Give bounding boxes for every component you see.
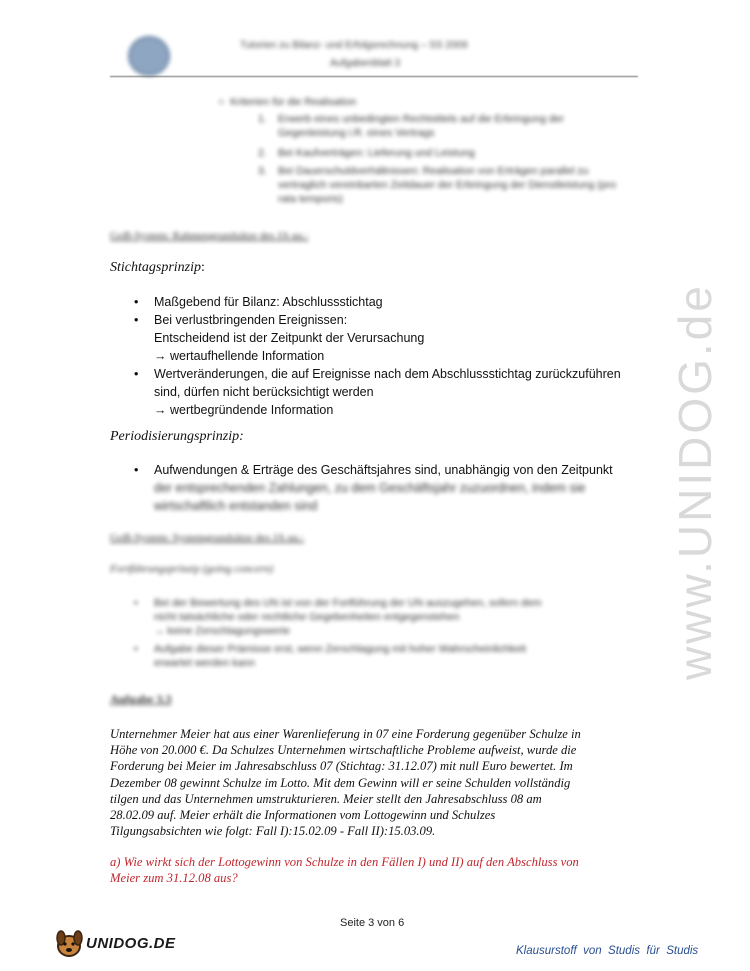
stichtag-bullet-2: • Bei verlustbringenden Ereignissen: Entscheidend ist der Zeitpunkt der Verursachung → wertaufhellende Information [134, 313, 425, 363]
gob-rahmen-heading: GoB-System: Rahmengrundsätze des JA uu.: [110, 230, 309, 242]
aufgabe-heading: Aufgabe 3.3 [110, 692, 172, 706]
bullet-icon: • [134, 643, 138, 655]
fortfuehrung-title: Fortführungsprinzip (going concern) [110, 563, 274, 575]
logo-wordmark: UNIDOG.DE [86, 935, 176, 952]
page-number: Seite 3 von 6 [340, 917, 405, 929]
footer-tagline: Klausurstoff von Studis für Studis [516, 945, 699, 957]
dog-icon [52, 926, 86, 960]
header-subtitle: Aufgabenblatt 3 [330, 58, 401, 69]
realisation-item-3: 3. Bei Dauerschuldverhältnissen: Realisation von Erträgen parallel zu vertraglich vereinbarten Zeitdauer der Erbringung der Dienstleistung (pro rata temporis) [258, 165, 616, 205]
aufgabe-question: a) Wie wirkt sich der Lottogewinn von Schulze in den Fällen I) und II) auf den Abschluss von Meier zum 31.12.08 aus? [110, 855, 579, 886]
header-title: Tutorien zu Bilanz- und Erfolgsrechnung – SS 2009 [240, 40, 468, 51]
bullet-icon: • [134, 295, 139, 309]
stichtag-bullet-3: • Wertveränderungen, die auf Ereignisse nach dem Abschlussstichtag zurückzuführen sind, dürfen nicht berücksichtigt werden → wertbegründende Information [134, 367, 621, 417]
realisation-title-row [218, 96, 356, 108]
watermark: www.UNIDOG.de [669, 283, 721, 680]
unidog-logo [52, 926, 176, 960]
bullet-icon: • [134, 313, 139, 327]
bullet-icon: • [134, 597, 138, 609]
realisation-item-1: 1. Erwerb eines unbedingten Rechtstitels auf die Erbringung der Gegenleistung i.R. eines Vertrags [258, 113, 565, 139]
header-logo [128, 36, 170, 76]
stichtag-title: Stichtagsprinzip: [110, 260, 205, 275]
circle-bullet-icon: ○ [218, 96, 231, 108]
header-rule [110, 76, 638, 77]
realisation-title: Kriterien für die Realisation [230, 96, 357, 108]
periodisierung-title: Periodisierungsprinzip: [110, 429, 244, 444]
bullet-icon: • [134, 463, 139, 477]
aufgabe-paragraph: Unternehmer Meier hat aus einer Warenlieferung in 07 eine Forderung gegenüber Schulze in Höhe von 20.000 €. Da Schulzes Unternehmen wirtschaftliche Probleme aufweist, wurde die Forderung bei Meier im Jahresabschluss 07 (Stichtag: 31.12.07) mit null Euro bewertet. Im Dezember 08 gewinnt Schulze im Lotto. Mit dem Gewinn will er seine Schulden vollständig tilgen und das Unternehmen umstrukturieren. Meier stellt den Jahresabschluss 08 am 28.02.09 auf. Meier erhält die Informationen vom Lottogewinn und Schulzes Tilgungsabsichten wie folgt: Fall I):15.02.09 - Fall II):15.03.09. [110, 727, 581, 839]
gob-system-heading: GoB-System: Systemgrundsätze des JA uu.: [110, 532, 305, 544]
bullet-icon: • [134, 367, 139, 381]
stichtag-bullet-1: • Maßgebend für Bilanz: Abschlussstichtag [134, 295, 383, 309]
stichtag-bullets [134, 293, 621, 419]
periodisierung-bullet: • Aufwendungen & Erträge des Geschäftsjahres sind, unabhängig von den Zeitpunkt der entsprechenden Zahlungen, zu dem Geschäftsjahr zuzuordnen, indem sie wirtschaftlich entstanden sind [134, 463, 613, 513]
realisation-item-2: 2. Bei Kaufverträgen: Lieferung und Leistung [258, 147, 475, 159]
fortfuehrung-bullets: • Bei der Bewertung des UN ist von der Fortführung der UN auszugehen, sofern dem nicht tatsächliche oder rechtliche Gegebenheiten entgegenstehen → keine Zerschlagungswerte • Aufgabe dieser Prämisse erst, wenn Zerschlagung mit hoher Wahrscheinlichkeit erwartet werden kann [134, 597, 542, 669]
